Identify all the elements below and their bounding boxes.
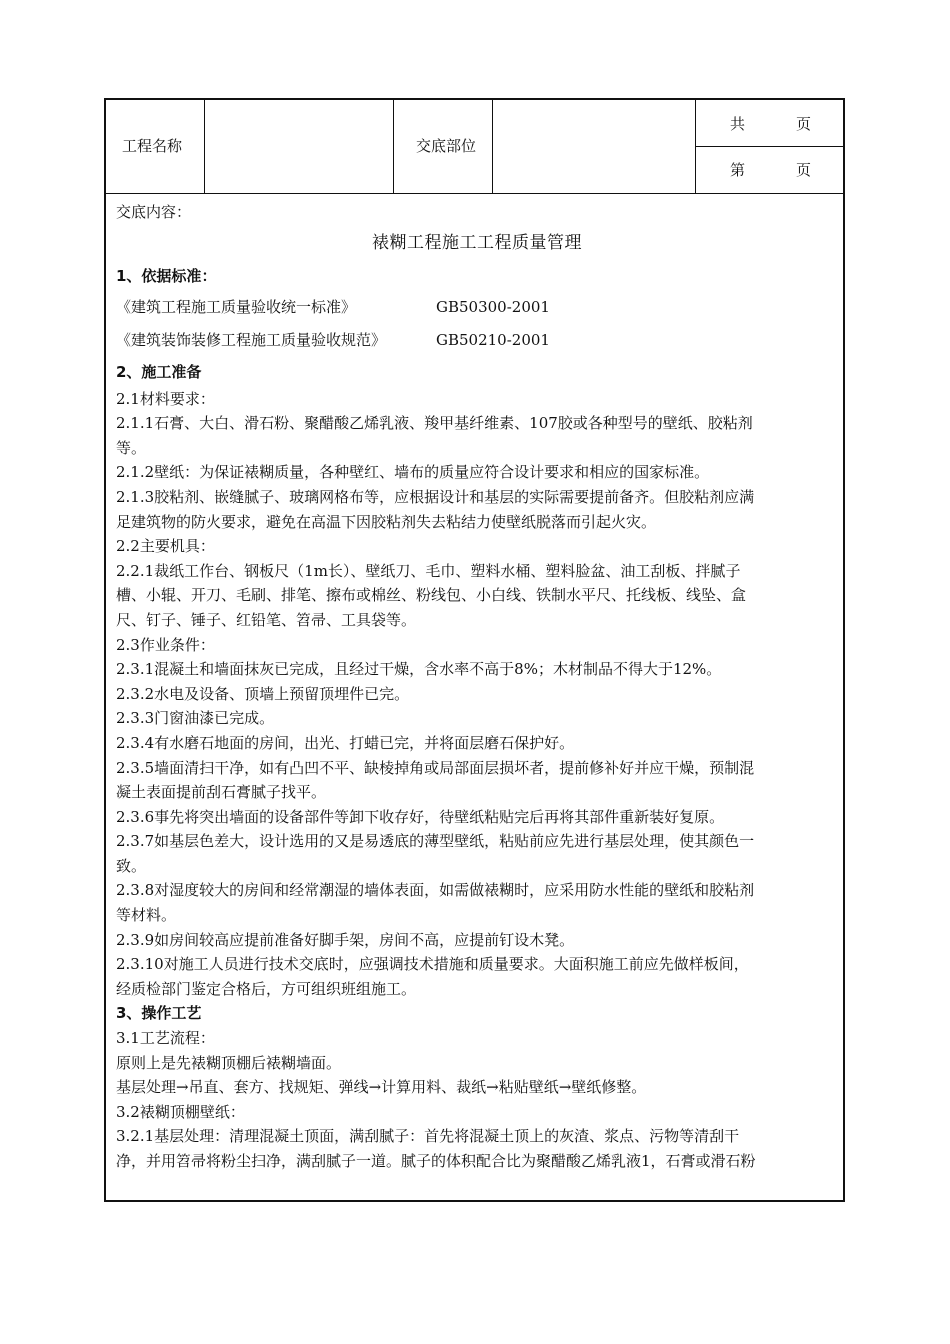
page-no-right: 页 [796,161,812,179]
header-table [106,100,843,194]
text-line: 等材料。 [116,906,177,925]
standard-code: GB50300-2001 [436,297,550,316]
text-line: 经质检部门鉴定合格后，方可组织班组施工。 [116,979,417,998]
text-line: 2.3作业条件： [116,635,215,654]
text-line: 2.1.3胶粘剂、嵌缝腻子、玻璃网格布等，应根据设计和基层的实际需要提前备齐。但胶粘剂应满 [116,487,755,506]
text-line: 足建筑物的防火要求，避免在高温下因胶粘剂失去粘结力使壁纸脱落而引起火灾。 [116,512,657,531]
section-heading: 2、施工准备 [116,362,202,381]
content-body [116,200,838,1174]
text-line: 2.3.8对湿度较大的房间和经常潮湿的墙体表面，如需做裱糊时，应采用防水性能的壁纸和胶粘剂 [116,881,755,900]
text-line: 等。 [116,438,147,457]
total-pages-left: 共 [730,115,746,133]
divider [393,100,394,193]
text-line: 2.3.3门窗油漆已完成。 [116,709,275,728]
text-line: 3.1工艺流程： [116,1029,215,1048]
text-line: 2.3.10对施工人员进行技术交底时，应强调技术措施和质量要求。大面积施工前应先做样板间， [116,955,749,974]
text-line: 基层处理→吊直、套方、找规矩、弹线→计算用料、裁纸→粘贴壁纸→壁纸修整。 [116,1078,647,1097]
divider [695,146,843,147]
text-line: 槽、小辊、开刀、毛刷、排笔、擦布或棉丝、粉线包、小白线、铁制水平尺、托线板、线坠、盒 [116,586,747,605]
text-line: 2.3.6事先将突出墙面的设备部件等卸下收存好，待壁纸粘贴完后再将其部件重新装好复原。 [116,807,725,826]
text-line: 凝土表面提前刮石膏腻子找平。 [116,783,327,802]
text-line: 3.2裱糊顶棚壁纸： [116,1102,245,1121]
document-frame [104,98,845,1202]
text-line: 尺、钉子、锤子、红铅笔、笤帚、工具袋等。 [116,610,417,629]
section-3-body [116,1026,838,1174]
standard-name: 《建筑工程施工质量验收统一标准》 [116,297,357,316]
section-heading: 3、操作工艺 [116,1004,202,1023]
text-line: 2.1材料要求： [116,389,215,408]
standard-item [116,324,838,357]
page-no-left: 第 [730,161,746,179]
section-2-body [116,387,838,1002]
text-line: 2.2主要机具： [116,537,215,556]
text-line: 2.1.1石膏、大白、滑石粉、聚醋酸乙烯乳液、羧甲基纤维素、107胶或各种型号的壁纸、胶粘剂 [116,414,753,433]
text-line: 3.2.1基层处理：清理混凝土顶面，满刮腻子：首先将混凝土顶上的灰渣、浆点、污物等清刮干 [116,1127,740,1146]
document-title: 裱糊工程施工工程质量管理 [372,232,582,253]
text-line: 2.3.5墙面清扫干净，如有凸凹不平、缺棱掉角或局部面层损坏者，提前修补好并应干燥，预制混 [116,758,755,777]
text-line: 2.3.7如基层色差大，设计选用的又是易透底的薄型壁纸，粘贴前应先进行基层处理，使其颜色一 [116,832,755,851]
location-label: 交底部位 [416,137,477,155]
text-line: 净，并用笤帚将粉尘扫净，满刮腻子一道。腻子的体积配合比为聚醋酸乙烯乳液1，石膏或滑石粉 [116,1152,756,1170]
project-name-label: 工程名称 [122,137,183,155]
text-line: 致。 [116,856,147,875]
divider [492,100,493,193]
text-line: 2.2.1裁纸工作台、钢板尺（1m长）、壁纸刀、毛巾、塑料水桶、塑料脸盆、油工刮板、拌腻子 [116,561,741,580]
standard-code: GB50210-2001 [436,330,550,349]
text-line: 2.3.1混凝土和墙面抹灰已完成，且经过干燥，含水率不高于8%；木材制品不得大于12%。 [116,660,722,679]
divider [204,100,205,193]
total-pages-right: 页 [796,115,812,133]
standard-item [116,291,838,324]
content-label: 交底内容： [116,203,192,221]
text-line: 2.3.2水电及设备、顶墙上预留顶埋件已完。 [116,684,410,703]
text-line: 原则上是先裱糊顶棚后裱糊墙面。 [116,1053,342,1072]
text-line: 2.3.4有水磨石地面的房间，出光、打蜡已完，并将面层磨石保护好。 [116,733,575,752]
section-heading: 1、依据标准： [116,266,217,285]
text-line: 2.1.2壁纸：为保证裱糊质量，各种壁红、墙布的质量应符合设计要求和相应的国家标准。 [116,463,710,482]
text-line: 2.3.9如房间较高应提前准备好脚手架，房间不高，应提前钉设木凳。 [116,930,575,949]
standard-name: 《建筑装饰装修工程施工质量验收规范》 [116,330,387,349]
